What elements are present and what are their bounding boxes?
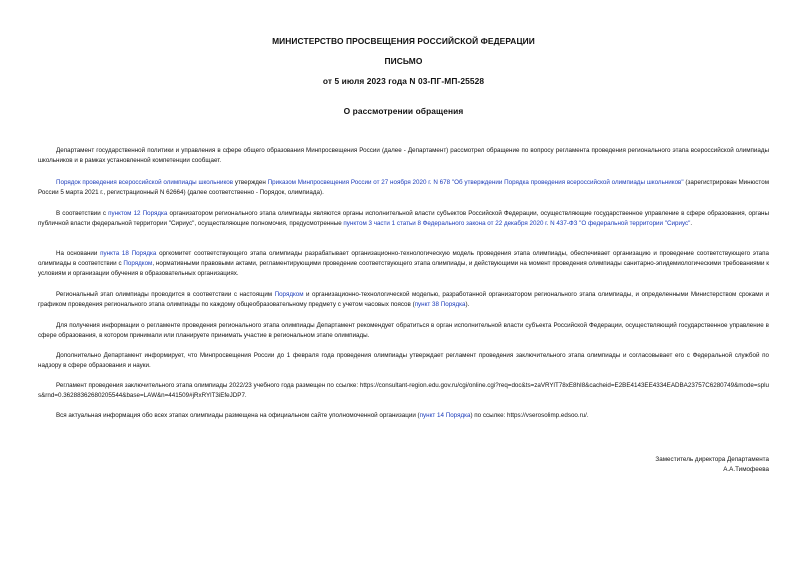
ministry-title: МИНИСТЕРСТВО ПРОСВЕЩЕНИЯ РОССИЙСКОЙ ФЕДЕРАЦИИ <box>272 36 535 46</box>
paragraph-6 <box>38 321 769 341</box>
document-type: ПИСЬМО <box>384 56 423 66</box>
document-date-number: от 5 июля 2023 года N 03-ПГ-МП-25528 <box>322 76 485 86</box>
paragraph-text: Департамент государственной политики и управления в сфере общего образования Минпросвещения России (далее - Департамент) рассмотрел обращение по вопросу регламента проведения регионального этапа всероссийской олимпиады школьников и в рамках установленной компетенции сообщает. <box>38 147 769 164</box>
link-procedure[interactable]: Порядком <box>123 260 153 267</box>
paragraph-text: Региональный этап олимпиады проводится в соответствии с настоящим <box>56 291 275 298</box>
paragraph-text: ) по ссылке: https://vserosolimp.edsoo.ru/. <box>470 412 589 419</box>
link-order-678[interactable]: Приказом Минпросвещения России от 27 ноября 2020 г. N 678 "Об утверждении Порядка проведения всероссийской олимпиады школьников" <box>267 179 684 186</box>
link-clause-14[interactable]: пункт 14 Порядка <box>419 412 471 419</box>
paragraph-8 <box>38 381 769 401</box>
paragraph-text: и организационно-технологической моделью, разработанной организатором регионального этапа олимпиады, и определенными Министерством сроками и графиком проведения регионального этапа олимпиады по каждому общеобразовательному предмету с учетом часовых поясов ( <box>38 291 769 308</box>
paragraph-2 <box>38 178 769 198</box>
paragraph-5 <box>38 290 769 310</box>
paragraph-1 <box>38 146 769 166</box>
paragraph-text: (зарегистрирован Минюстом России 5 марта 2021 г., регистрационный N 62664) (далее соответственно - Порядок, олимпиада). <box>38 179 769 196</box>
link-clause-12[interactable]: пунктом 12 Порядка <box>108 210 168 217</box>
paragraph-text: В соответствии с <box>56 210 109 217</box>
paragraph-text: оргкомитет соответствующего этапа олимпиады разрабатывает организационно-технологическую модель проведения этапа олимпиады, обеспечивает организацию и проведение соответствующего этапа олимпиады в соответствии с <box>38 250 769 267</box>
link-clause-18[interactable]: пункта 18 Порядка <box>100 250 157 257</box>
paragraph-4 <box>38 249 769 279</box>
paragraph-text: Регламент проведения заключительного этапа олимпиады 2022/23 учебного года размещен по ссылке: https://consultant-region.edu.gov.ru/cgi/online.cgi?req=doc&ts=zaVRYlT78xE8hI8&cacheid=E2BE4143EE4334EADBA23757C6280749&mode=splus&rnd=0.36288362680205544&base=LAW&n=441509#jRxRYlT3iEfeJDP7. <box>38 382 769 399</box>
document-subject: О рассмотрении обращения <box>343 106 464 116</box>
paragraph-text: На основании <box>56 250 101 257</box>
paragraph-text: Вся актуальная информация обо всех этапах олимпиады размещена на официальном сайте уполномоченной организации ( <box>56 412 420 419</box>
link-olympiad-procedure[interactable]: Порядок проведения всероссийской олимпиады школьников <box>56 179 234 186</box>
paragraph-text: Для получения информации о регламенте проведения регионального этапа олимпиады Департамент рекомендует обратиться в орган исполнительной власти субъекта Российской Федерации, осуществляющий государственное управление в сфере образования, в котором принимали или планируете принимать участие в региональном этапе олимпиады. <box>38 322 769 339</box>
paragraph-3 <box>38 209 769 229</box>
paragraph-7 <box>38 351 769 371</box>
signature-name: А.А.Тимофеева <box>723 466 769 473</box>
link-procedure[interactable]: Порядком <box>274 291 304 298</box>
paragraph-text: утвержден <box>233 179 268 186</box>
link-federal-law-437[interactable]: пунктом 3 части 1 статьи 8 Федерального закона от 22 декабря 2020 г. N 437-ФЗ "О федеральной территории "Сириус" <box>343 220 691 227</box>
link-clause-38[interactable]: пункт 38 Порядка <box>414 301 466 308</box>
paragraph-text: ). <box>465 301 470 308</box>
signature-position: Заместитель директора Департамента <box>655 456 769 463</box>
paragraph-text: . <box>690 220 693 227</box>
paragraph-text: , нормативными правовыми актами, регламентирующими проведение соответствующего этапа олимпиады, и действующими на момент проведения олимпиады санитарно-эпидемиологическими требованиями к условиям и организации обучения в образовательных организациях. <box>38 260 769 277</box>
paragraph-text: организатором регионального этапа олимпиады являются органы исполнительной власти субъектов Российской Федерации, осуществляющие государственное управление в сфере образования, органы публичной власти федеральной территории "Сириус", осуществляющие полномочия, предусмотренные <box>38 210 769 227</box>
paragraph-9 <box>38 411 769 421</box>
paragraph-text: Дополнительно Департамент информирует, что Минпросвещения России до 1 февраля года проведения олимпиады утверждает регламент проведения заключительного этапа олимпиады и согласовывает его с Федеральной службой по надзору в сфере образования и науки. <box>38 352 769 369</box>
